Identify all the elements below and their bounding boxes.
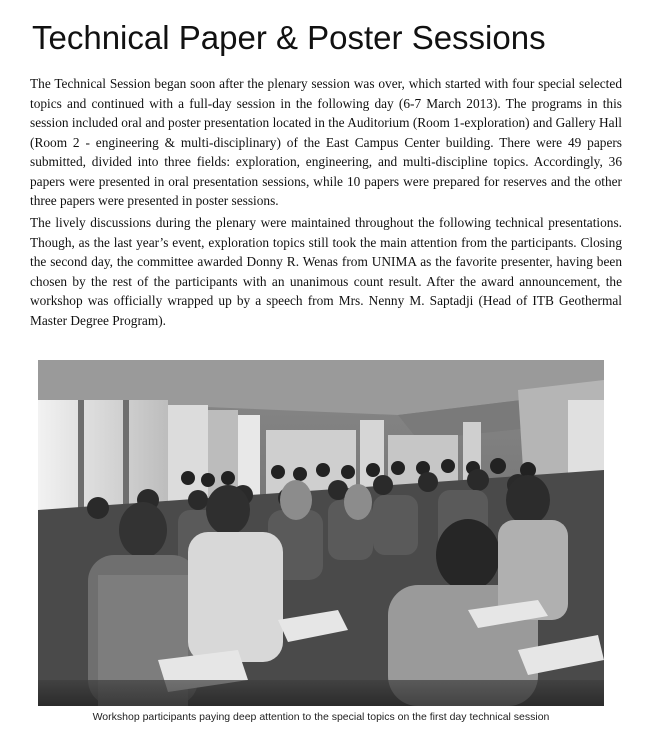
paragraph-1: The Technical Session began soon after the plenary session was over, which started with four special selected topics and continued with a full-day session in the following day (6-7 March 2013). The programs in this session included oral and poster presentation located in the Auditorium (Room 1-exploration) and Gallery Hall (Room 2 - engineering & multi-disciplinary) of the East Campus Center building. There were 49 papers submitted, divided into three fields: exploration, engineering, and multi-discipline topics. Accordingly, 36 papers were presented in oral presentation sessions, while 10 papers were prepared for reserves and the other three papers were presented in poster sessions. [30, 76, 622, 208]
photo-caption: Workshop participants paying deep attention to the special topics on the first day technical session [92, 711, 550, 723]
page-title: Technical Paper & Poster Sessions [32, 19, 546, 56]
paragraph-2: The lively discussions during the plenary were maintained throughout the following technical presentations. Though, as the last year’s event, exploration topics still took the main attention from the participants. Closing the second day, the committee awarded Donny R. Wenas from UNIMA as the favorite presenter, having been chosen by the rest of the participants with an unanimous count result. After the award announcement, the workshop was officially wrapped up by a speech from Mrs. Nenny M. Saptadji (Head of ITB Geothermal Master Degree Program). [30, 215, 622, 328]
workshop-photo [38, 360, 604, 706]
photo-icon [38, 360, 604, 706]
